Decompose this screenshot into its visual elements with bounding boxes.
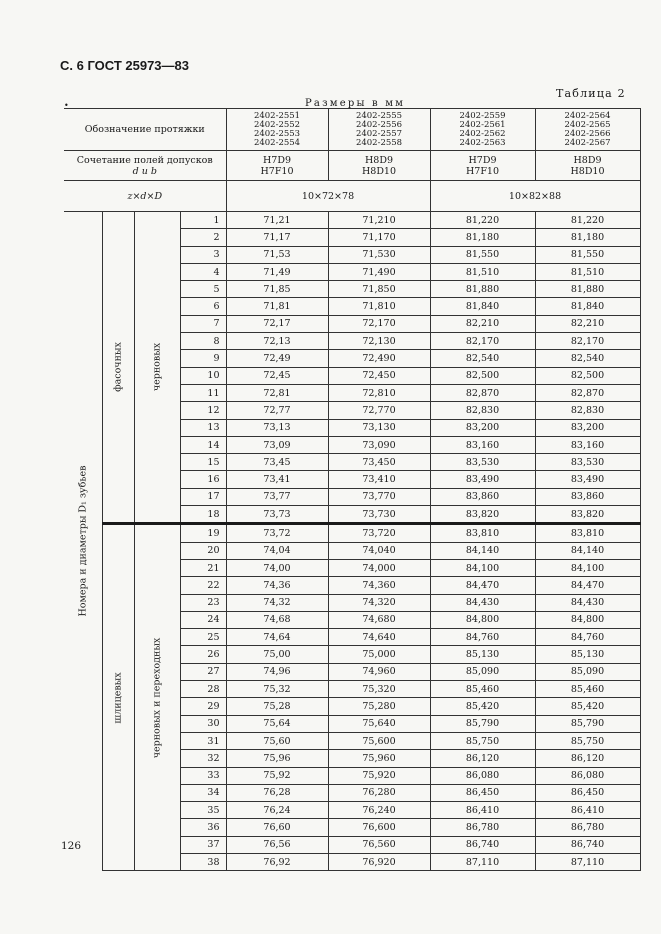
diameter-cell: 73,41 xyxy=(226,471,328,488)
diameter-cell: 81,220 xyxy=(535,212,640,229)
tooth-number-cell: 6 xyxy=(180,298,226,315)
tolerance-label: Сочетание полей допусков d и b xyxy=(64,151,226,181)
diameter-cell: 86,740 xyxy=(535,836,640,853)
diameter-cell: 83,860 xyxy=(535,488,640,505)
diameter-cell: 86,120 xyxy=(535,750,640,767)
diameter-cell: 86,740 xyxy=(430,836,535,853)
tooth-number-cell: 23 xyxy=(180,594,226,611)
diameter-cell: 75,000 xyxy=(328,646,430,663)
tooth-number-cell: 32 xyxy=(180,750,226,767)
diameter-cell: 81,880 xyxy=(430,281,535,298)
broach-dimensions-table xyxy=(64,108,641,871)
diameter-cell: 84,800 xyxy=(430,611,535,628)
diameter-cell: 82,870 xyxy=(430,384,535,401)
vertical-label-main-text: Номера и диаметры D₁ зубьев xyxy=(77,465,89,617)
diameter-cell: 71,530 xyxy=(328,246,430,263)
diameter-cell: 71,850 xyxy=(328,281,430,298)
diameter-cell: 85,750 xyxy=(430,732,535,749)
diameter-cell: 85,750 xyxy=(535,732,640,749)
diameter-cell: 85,420 xyxy=(535,698,640,715)
diameter-cell: 81,510 xyxy=(430,263,535,280)
diameter-cell: 85,090 xyxy=(535,663,640,680)
spline-size-b: 10×82×88 xyxy=(430,181,640,212)
diameter-cell: 86,780 xyxy=(430,819,535,836)
tooth-number-cell: 5 xyxy=(180,281,226,298)
diameter-cell: 72,45 xyxy=(226,367,328,384)
diameter-cell: 83,160 xyxy=(535,436,640,453)
tooth-number-cell: 36 xyxy=(180,819,226,836)
designation-codes-col2: 2402-2555 2402-2556 2402-2557 2402-2558 xyxy=(328,109,430,151)
tooth-number-cell: 26 xyxy=(180,646,226,663)
diameter-cell: 82,870 xyxy=(535,384,640,401)
tooth-number-cell: 29 xyxy=(180,698,226,715)
diameter-cell: 81,550 xyxy=(430,246,535,263)
diameter-cell: 81,840 xyxy=(430,298,535,315)
tooth-number-cell: 33 xyxy=(180,767,226,784)
diameter-cell: 74,04 xyxy=(226,542,328,559)
diameter-cell: 82,170 xyxy=(430,333,535,350)
diameter-cell: 72,450 xyxy=(328,367,430,384)
diameter-cell: 75,64 xyxy=(226,715,328,732)
table-row xyxy=(64,524,640,542)
diameter-cell: 84,760 xyxy=(535,629,640,646)
diameter-cell: 75,60 xyxy=(226,732,328,749)
diameter-cell: 85,420 xyxy=(430,698,535,715)
diameter-cell: 83,160 xyxy=(430,436,535,453)
diameter-cell: 76,560 xyxy=(328,836,430,853)
diameter-cell: 82,540 xyxy=(430,350,535,367)
diameter-cell: 84,140 xyxy=(535,542,640,559)
diameter-cell: 83,860 xyxy=(430,488,535,505)
diameter-cell: 73,130 xyxy=(328,419,430,436)
diameter-cell: 82,540 xyxy=(535,350,640,367)
diameter-cell: 75,600 xyxy=(328,732,430,749)
tooth-number-cell: 35 xyxy=(180,802,226,819)
designation-label: Обозначение протяжки xyxy=(64,109,226,151)
diameter-cell: 74,000 xyxy=(328,559,430,576)
diameter-cell: 82,830 xyxy=(535,402,640,419)
spline-size-a: 10×72×78 xyxy=(226,181,430,212)
diameter-cell: 81,880 xyxy=(535,281,640,298)
diameter-cell: 73,72 xyxy=(226,524,328,542)
diameter-cell: 83,530 xyxy=(430,454,535,471)
diameter-cell: 86,450 xyxy=(430,784,535,801)
diameter-cell: 75,920 xyxy=(328,767,430,784)
diameter-cell: 83,810 xyxy=(535,524,640,542)
diameter-cell: 71,81 xyxy=(226,298,328,315)
diameter-cell: 71,53 xyxy=(226,246,328,263)
diameter-cell: 75,28 xyxy=(226,698,328,715)
tooth-number-cell: 12 xyxy=(180,402,226,419)
diameter-cell: 81,510 xyxy=(535,263,640,280)
designation-codes-col1: 2402-2551 2402-2552 2402-2553 2402-2554 xyxy=(226,109,328,151)
diameter-cell: 85,130 xyxy=(535,646,640,663)
diameter-cell: 71,17 xyxy=(226,229,328,246)
vertical-label-sub-2-text: черновых и переходных xyxy=(151,637,163,759)
diameter-cell: 74,96 xyxy=(226,663,328,680)
corner-tick: • xyxy=(64,101,69,110)
page-number: 126 xyxy=(61,840,82,852)
diameter-cell: 73,73 xyxy=(226,506,328,524)
tooth-number-cell: 28 xyxy=(180,681,226,698)
diameter-cell: 75,960 xyxy=(328,750,430,767)
tooth-number-cell: 31 xyxy=(180,732,226,749)
diameter-cell: 74,32 xyxy=(226,594,328,611)
diameter-cell: 76,60 xyxy=(226,819,328,836)
diameter-cell: 86,410 xyxy=(535,802,640,819)
vertical-label-main xyxy=(64,212,102,871)
diameter-cell: 83,530 xyxy=(535,454,640,471)
diameter-cell: 86,080 xyxy=(535,767,640,784)
vertical-label-group-2 xyxy=(102,524,134,871)
diameter-cell: 72,810 xyxy=(328,384,430,401)
diameter-cell: 72,77 xyxy=(226,402,328,419)
diameter-cell: 82,210 xyxy=(535,315,640,332)
diameter-cell: 71,21 xyxy=(226,212,328,229)
diameter-cell: 85,460 xyxy=(535,681,640,698)
diameter-cell: 84,140 xyxy=(430,542,535,559)
tooth-number-cell: 1 xyxy=(180,212,226,229)
diameter-cell: 84,760 xyxy=(430,629,535,646)
diameter-cell: 82,500 xyxy=(430,367,535,384)
diameter-cell: 81,840 xyxy=(535,298,640,315)
diameter-cell: 75,640 xyxy=(328,715,430,732)
diameter-cell: 84,470 xyxy=(430,577,535,594)
tooth-number-cell: 18 xyxy=(180,506,226,524)
tooth-number-cell: 37 xyxy=(180,836,226,853)
diameter-cell: 73,09 xyxy=(226,436,328,453)
diameter-cell: 85,130 xyxy=(430,646,535,663)
diameter-cell: 75,32 xyxy=(226,681,328,698)
diameter-cell: 86,410 xyxy=(430,802,535,819)
vertical-label-group-2-text: шлицевых xyxy=(112,672,124,724)
diameter-cell: 72,49 xyxy=(226,350,328,367)
diameter-cell: 74,68 xyxy=(226,611,328,628)
diameter-cell: 82,500 xyxy=(535,367,640,384)
tolerance-col1: H7D9 H7F10 xyxy=(226,151,328,181)
tolerance-col3: H7D9 H7F10 xyxy=(430,151,535,181)
diameter-cell: 85,460 xyxy=(430,681,535,698)
diameter-cell: 86,080 xyxy=(430,767,535,784)
diameter-cell: 83,820 xyxy=(535,506,640,524)
diameter-cell: 71,49 xyxy=(226,263,328,280)
tooth-number-cell: 38 xyxy=(180,853,226,870)
vertical-label-group-1-text: фасочных xyxy=(112,342,124,393)
table-row xyxy=(64,212,640,229)
diameter-cell: 73,410 xyxy=(328,471,430,488)
spline-size-label: z×d×D xyxy=(64,181,226,212)
diameter-cell: 76,280 xyxy=(328,784,430,801)
diameter-cell: 72,130 xyxy=(328,333,430,350)
tooth-number-cell: 25 xyxy=(180,629,226,646)
diameter-cell: 74,36 xyxy=(226,577,328,594)
diameter-cell: 84,470 xyxy=(535,577,640,594)
diameter-cell: 86,120 xyxy=(430,750,535,767)
diameter-cell: 71,85 xyxy=(226,281,328,298)
diameter-cell: 73,450 xyxy=(328,454,430,471)
dimensions-caption: Размеры в мм xyxy=(305,98,406,109)
diameter-cell: 83,490 xyxy=(535,471,640,488)
diameter-cell: 84,430 xyxy=(535,594,640,611)
diameter-cell: 74,040 xyxy=(328,542,430,559)
diameter-cell: 86,450 xyxy=(535,784,640,801)
diameter-cell: 76,920 xyxy=(328,853,430,870)
diameter-cell: 76,600 xyxy=(328,819,430,836)
diameter-cell: 86,780 xyxy=(535,819,640,836)
diameter-cell: 73,730 xyxy=(328,506,430,524)
diameter-cell: 72,170 xyxy=(328,315,430,332)
diameter-cell: 84,100 xyxy=(535,559,640,576)
tooth-number-cell: 9 xyxy=(180,350,226,367)
diameter-cell: 83,490 xyxy=(430,471,535,488)
page-header-title: С. 6 ГОСТ 25973—83 xyxy=(60,58,189,73)
diameter-cell: 72,81 xyxy=(226,384,328,401)
tolerance-col2: H8D9 H8D10 xyxy=(328,151,430,181)
diameter-cell: 75,320 xyxy=(328,681,430,698)
diameter-cell: 72,17 xyxy=(226,315,328,332)
diameter-cell: 84,800 xyxy=(535,611,640,628)
diameter-cell: 72,13 xyxy=(226,333,328,350)
vertical-label-sub-2 xyxy=(134,524,180,871)
diameter-cell: 72,770 xyxy=(328,402,430,419)
diameter-cell: 75,92 xyxy=(226,767,328,784)
diameter-cell: 73,45 xyxy=(226,454,328,471)
diameter-cell: 74,680 xyxy=(328,611,430,628)
tooth-number-cell: 14 xyxy=(180,436,226,453)
tooth-number-cell: 17 xyxy=(180,488,226,505)
diameter-cell: 81,180 xyxy=(430,229,535,246)
diameter-cell: 82,830 xyxy=(430,402,535,419)
vertical-label-sub-1-text: черновых xyxy=(151,343,163,392)
tolerance-col4: H8D9 H8D10 xyxy=(535,151,640,181)
diameter-cell: 72,490 xyxy=(328,350,430,367)
vertical-label-sub-1 xyxy=(134,212,180,524)
diameter-cell: 81,220 xyxy=(430,212,535,229)
diameter-cell: 87,110 xyxy=(535,853,640,870)
diameter-cell: 84,100 xyxy=(430,559,535,576)
vertical-label-group-1 xyxy=(102,212,134,524)
diameter-cell: 82,210 xyxy=(430,315,535,332)
diameter-cell: 83,810 xyxy=(430,524,535,542)
diameter-cell: 76,240 xyxy=(328,802,430,819)
diameter-cell: 81,550 xyxy=(535,246,640,263)
tooth-number-cell: 3 xyxy=(180,246,226,263)
diameter-cell: 73,720 xyxy=(328,524,430,542)
diameter-cell: 71,810 xyxy=(328,298,430,315)
diameter-cell: 85,790 xyxy=(430,715,535,732)
diameter-cell: 82,170 xyxy=(535,333,640,350)
diameter-cell: 73,77 xyxy=(226,488,328,505)
diameter-cell: 74,640 xyxy=(328,629,430,646)
diameter-cell: 71,490 xyxy=(328,263,430,280)
diameter-cell: 75,96 xyxy=(226,750,328,767)
tooth-number-cell: 30 xyxy=(180,715,226,732)
diameter-cell: 81,180 xyxy=(535,229,640,246)
diameter-cell: 83,200 xyxy=(430,419,535,436)
tooth-number-cell: 19 xyxy=(180,524,226,542)
diameter-cell: 84,430 xyxy=(430,594,535,611)
tooth-number-cell: 16 xyxy=(180,471,226,488)
designation-codes-col4: 2402-2564 2402-2565 2402-2566 2402-2567 xyxy=(535,109,640,151)
diameter-cell: 74,960 xyxy=(328,663,430,680)
diameter-cell: 75,280 xyxy=(328,698,430,715)
tooth-number-cell: 13 xyxy=(180,419,226,436)
diameter-cell: 71,170 xyxy=(328,229,430,246)
diameter-cell: 73,13 xyxy=(226,419,328,436)
tooth-number-cell: 2 xyxy=(180,229,226,246)
tooth-number-cell: 22 xyxy=(180,577,226,594)
tooth-number-cell: 24 xyxy=(180,611,226,628)
tooth-number-cell: 11 xyxy=(180,384,226,401)
diameter-cell: 74,360 xyxy=(328,577,430,594)
tooth-number-cell: 8 xyxy=(180,333,226,350)
diameter-cell: 83,200 xyxy=(535,419,640,436)
diameter-cell: 85,090 xyxy=(430,663,535,680)
diameter-cell: 76,28 xyxy=(226,784,328,801)
tooth-number-cell: 7 xyxy=(180,315,226,332)
diameter-cell: 87,110 xyxy=(430,853,535,870)
diameter-cell: 74,320 xyxy=(328,594,430,611)
tooth-number-cell: 15 xyxy=(180,454,226,471)
diameter-cell: 76,92 xyxy=(226,853,328,870)
diameter-cell: 83,820 xyxy=(430,506,535,524)
tooth-number-cell: 20 xyxy=(180,542,226,559)
table-number: Таблица 2 xyxy=(556,87,626,100)
tooth-number-cell: 34 xyxy=(180,784,226,801)
diameter-cell: 74,64 xyxy=(226,629,328,646)
tooth-number-cell: 10 xyxy=(180,367,226,384)
tooth-number-cell: 21 xyxy=(180,559,226,576)
diameter-cell: 76,24 xyxy=(226,802,328,819)
diameter-cell: 73,770 xyxy=(328,488,430,505)
tooth-number-cell: 4 xyxy=(180,263,226,280)
diameter-cell: 85,790 xyxy=(535,715,640,732)
diameter-cell: 75,00 xyxy=(226,646,328,663)
designation-codes-col3: 2402-2559 2402-2561 2402-2562 2402-2563 xyxy=(430,109,535,151)
tooth-number-cell: 27 xyxy=(180,663,226,680)
diameter-cell: 76,56 xyxy=(226,836,328,853)
diameter-cell: 71,210 xyxy=(328,212,430,229)
diameter-cell: 74,00 xyxy=(226,559,328,576)
diameter-cell: 73,090 xyxy=(328,436,430,453)
